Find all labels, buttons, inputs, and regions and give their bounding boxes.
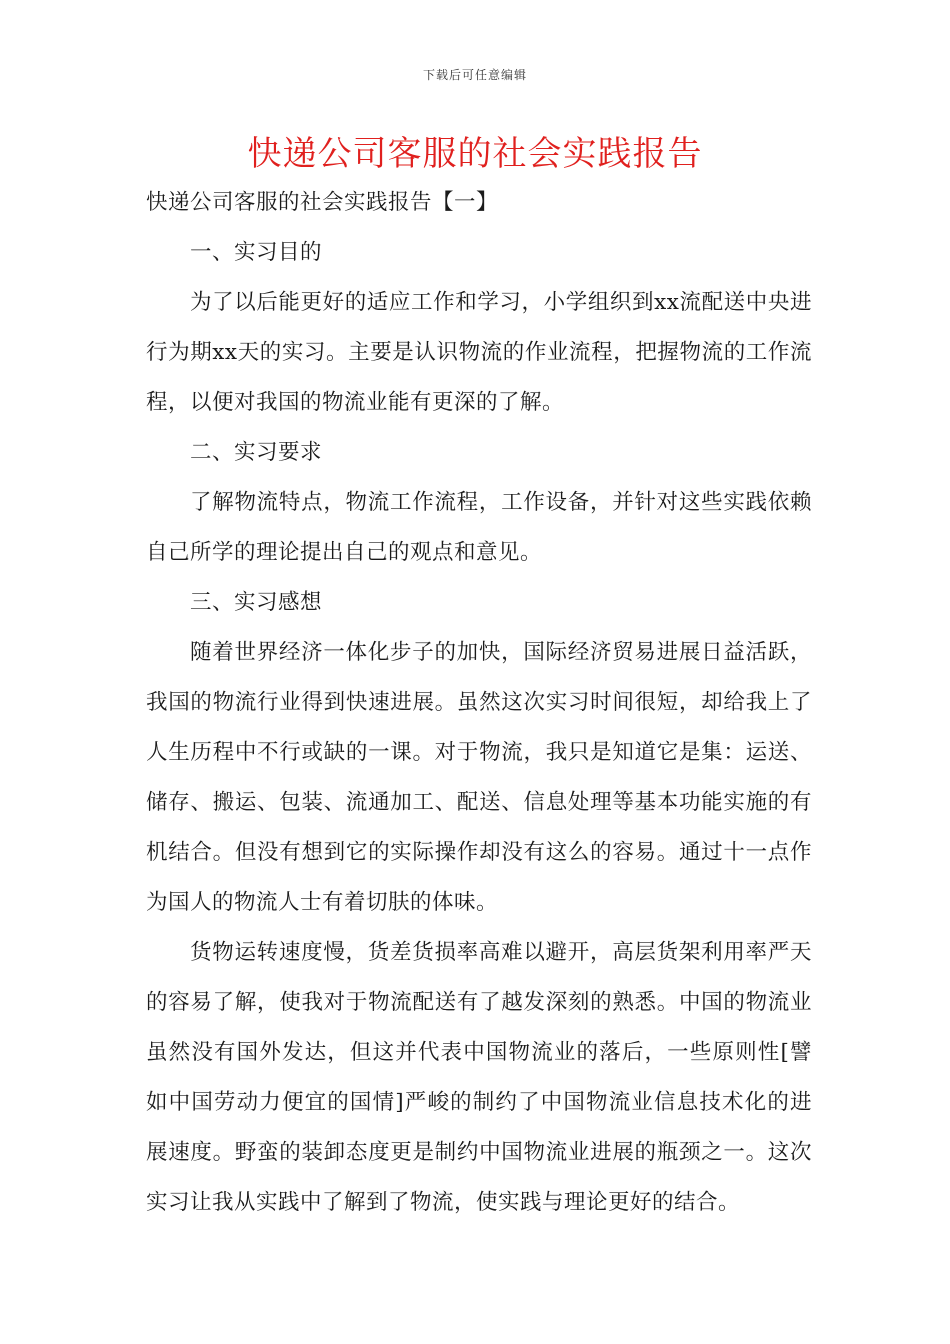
section-heading-requirements: 二、实习要求 (190, 440, 323, 465)
document-subtitle: 快递公司客服的社会实践报告【一】 (146, 190, 499, 215)
document-body (146, 178, 812, 1228)
paragraph-reflections-1: 随着世界经济一体化步子的加快，国际经济贸易进展日益活跃，我国的物流行业得到快速进展。虽然这次实习时间很短，却给我上了人生历程中不行或缺的一课。对于物流，我只是知道它是集：运送、储存、搬运、包装、流通加工、配送、信息处理等基本功能实施的有机结合。但没有想到它的实际操作却没有这么的容易。通过十一点作为国人的物流人士有着切肤的体味。 (146, 640, 812, 915)
document-title: 快递公司客服的社会实践报告 (247, 134, 703, 174)
header-note: 下载后可任意编辑 (422, 68, 527, 82)
paragraph-reflections-2: 货物运转速度慢，货差货损率高难以避开，高层货架利用率严天的容易了解，使我对于物流配送有了越发深刻的熟悉。中国的物流业虽然没有国外发达，但这并代表中国物流业的落后，一些原则性[譬如中国劳动力便宜的国情]严峻的制约了中国物流业信息技术化的进展速度。野蛮的装卸态度更是制约中国物流业进展的瓶颈之一。这次实习让我从实践中了解到了物流，使实践与理论更好的结合。 (146, 940, 812, 1215)
section-heading-reflections: 三、实习感想 (190, 590, 323, 615)
section-heading-objective: 一、实习目的 (190, 240, 323, 265)
paragraph-requirements: 了解物流特点，物流工作流程，工作设备，并针对这些实践依赖自己所学的理论提出自己的观点和意见。 (146, 490, 812, 565)
paragraph-objective: 为了以后能更好的适应工作和学习，小学组织到xx流配送中央进行为期xx天的实习。主要是认识物流的作业流程，把握物流的工作流程，以便对我国的物流业能有更深的了解。 (146, 290, 812, 415)
